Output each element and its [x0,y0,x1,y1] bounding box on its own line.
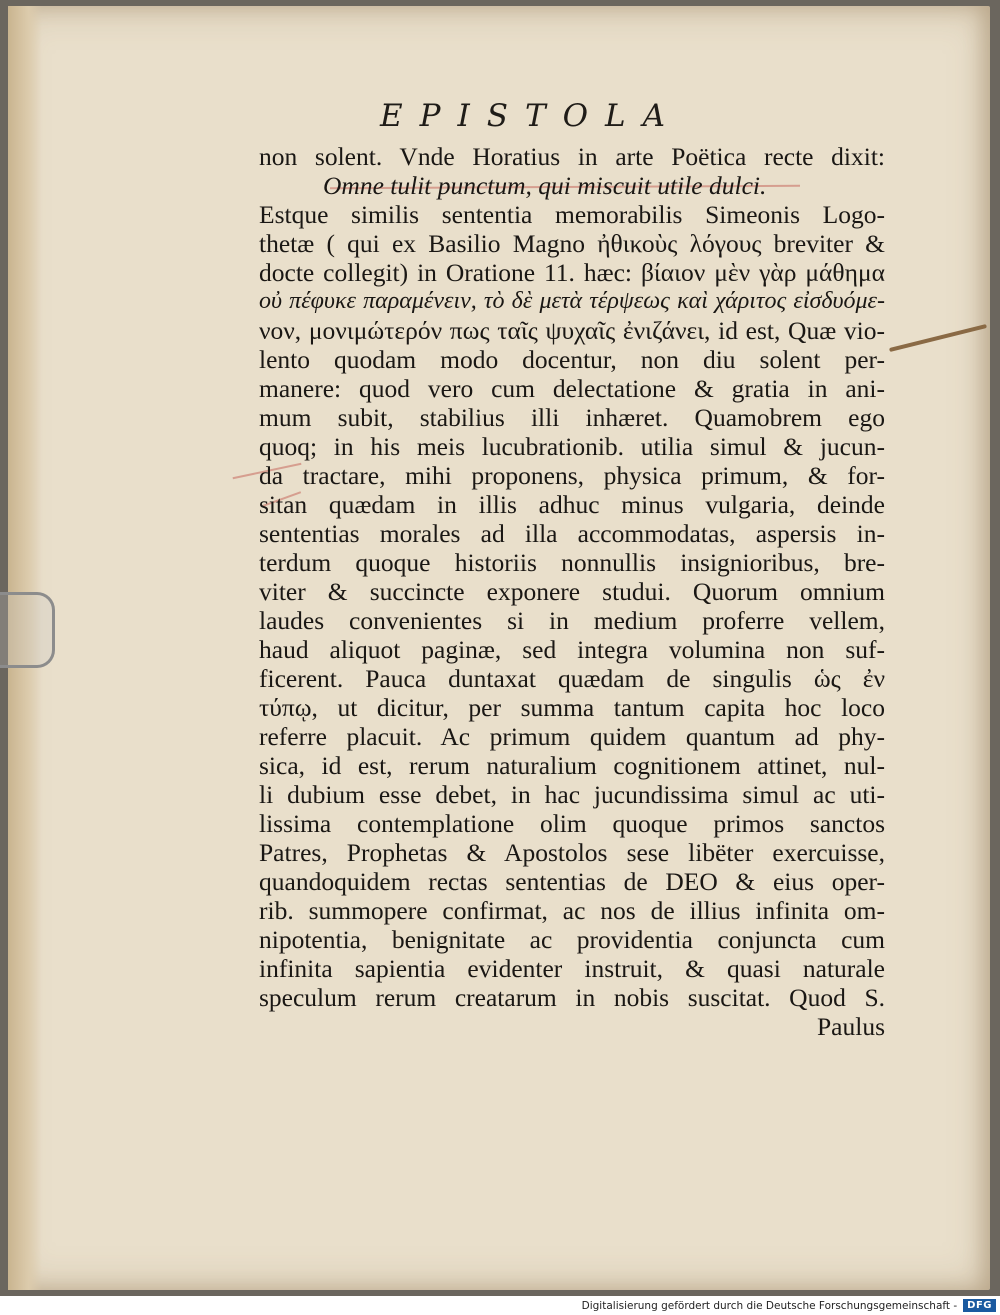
text-line: nipotentia, benignitate ac providentia conjuncta cum [259,925,885,954]
text-line: sententias morales ad illa accommodatas, aspersis in- [259,519,885,548]
text-line: manere: quod vero cum delectatione & gratia in ani- [259,374,885,403]
text-line: νον, μονιμώτερόν πως ταῖς ψυχαῖς ἐνιζάνει, id est, Quæ vio- [259,316,885,345]
text-line: referre placuit. Ac primum quidem quantum ad phy- [259,722,885,751]
text-line: ficerent. Pauca duntaxat quædam de singulis ὡς ἐν [259,664,885,693]
text-line: viter & succincte exponere studui. Quorum omnium [259,577,885,606]
text-line: sitan quædam in illis adhuc minus vulgaria, deinde [259,490,885,519]
footer-banner [0,1296,1000,1315]
text-line: docte collegit) in Oratione 11. hæc: βίαιον μὲν γὰρ μάθημα [259,258,885,287]
text-line: lissima contemplatione olim quoque primos sanctos [259,809,885,838]
text-line: non solent. Vnde Horatius in arte Poëtica recte dixit: [259,142,885,171]
text-line: mum subit, stabilius illi inhæret. Quamobrem ego [259,403,885,432]
text-line: terdum quoque historiis nonnullis insignioribus, bre- [259,548,885,577]
text-line: lento quodam modo docentur, non diu solent per- [259,345,885,374]
text-line: Estque similis sententia memorabilis Simeonis Logo- [259,200,885,229]
text-line: rib. summopere confirmat, ac nos de illius infinita om- [259,896,885,925]
text-line: laudes convenientes si in medium proferre vellem, [259,606,885,635]
text-line: thetæ ( qui ex Basilio Magno ἠθικοὺς λόγους breviter & [259,229,885,258]
text-line: speculum rerum creatarum in nobis suscitat. Quod S. [259,983,885,1012]
dfg-logo: DFG [963,1299,996,1312]
greek-text-line: οὐ πέφυκε παραμένειν, τὸ δὲ μετὰ τέρψεως καὶ χάριτος εἰσδυόμε- [259,288,885,314]
text-line: sica, id est, rerum naturalium cognitionem attinet, nul- [259,751,885,780]
text-line: da tractare, mihi proponens, physica primum, & for- [259,461,885,490]
text-line: haud aliquot paginæ, sed integra volumina non suf- [259,635,885,664]
footer-text: Digitalisierung gefördert durch die Deutsche Forschungsgemeinschaft - [581,1299,958,1312]
text-line: Patres, Prophetas & Apostolos sese libëter exercuisse, [259,838,885,867]
text-line: τύπῳ, ut dicitur, per summa tantum capita hoc loco [259,693,885,722]
quote-line: Omne tulit punctum, qui miscuit utile dulci. [323,171,767,200]
text-line: infinita sapientia evidenter instruit, & quasi naturale [259,954,885,983]
text-line: quandoquidem rectas sententias de DEO & eius oper- [259,867,885,896]
text-line: quoq; in his meis lucubrationib. utilia simul & jucun- [259,432,885,461]
catchword: Paulus [816,1012,885,1041]
running-head: EPISTOLA [380,98,683,134]
paper-clip-mark [0,592,55,668]
body-text [259,142,885,1062]
text-line: li dubium esse debet, in hac jucundissima simul ac uti- [259,780,885,809]
